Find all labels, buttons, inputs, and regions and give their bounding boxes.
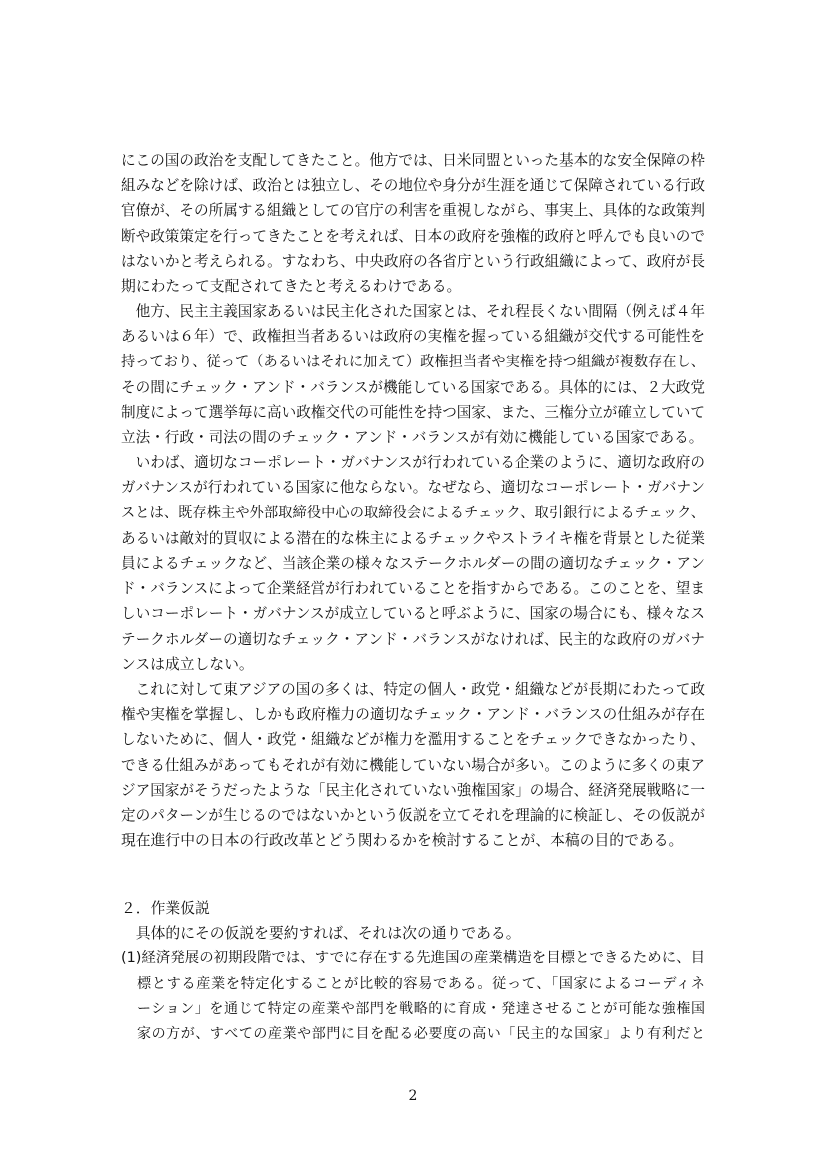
text-line: はないかと考えられる。すなわち、中央政府の各省庁という行政組織によって、政府が長	[121, 252, 705, 270]
text-line: 他方、民主主義国家あるいは民主化された国家とは、それ程長くない間隔（例えば４年	[121, 303, 705, 321]
text-line: スとは、既存株主や外部取締役中心の取締役会によるチェック、取引銀行によるチェック、	[121, 504, 705, 521]
section-heading: ２．作業仮説	[121, 900, 210, 917]
text-line: 立法・行政・司法の間のチェック・アンド・バランスが有効に機能している国家である。	[121, 429, 704, 447]
text-line: その間にチェック・アンド・バランスが機能している国家である。具体的には、２大政党	[121, 378, 705, 396]
text-line: ンスは成立しない。	[121, 655, 254, 673]
text-line: 官僚が、その所属する組織としての官庁の利害を重視しながら、事実上、具体的な政策判	[121, 202, 705, 220]
text-line: 権や実権を掌握し、しかも政府権力の適切なチェック・アンド・バランスの仕組みが存在	[121, 706, 705, 724]
text-line: ガバナンスが行われている国家に他ならない。なぜなら、適切なコーポレート・ガバナン	[121, 479, 705, 497]
body-text	[121, 148, 705, 853]
text-line: 員によるチェックなど、当該企業の様々なステークホルダーの間の適切なチェック・アン	[121, 555, 705, 572]
section-working-hypothesis	[121, 896, 705, 1047]
text-line: しいコーポレート・ガバナンスが成立していると呼ぶように、国家の場合にも、様々なス	[121, 605, 705, 623]
text-line: 現在進行中の日本の行政改革とどう関わるかを検討することが、本稿の目的である。	[121, 832, 684, 850]
text-line: できる仕組みがあってもそれが有効に機能していない場合が多い。このように多くの東ア	[121, 756, 705, 774]
list-item-line: 標とする産業を特定化することが比較的容易である。従って、「国家によるコーディネ	[137, 975, 705, 992]
text-line: ド・バランスによって企業経営が行われていることを指すからである。このことを、望ま	[121, 580, 705, 598]
list-item-line: (1)経済発展の初期段階では、すでに存在する先進国の産業構造を目標とできるために、目	[121, 950, 705, 967]
text-line: あるいは敵対的買収による潜在的な株主によるチェックやストライキ権を背景とした従業	[121, 529, 705, 547]
text-line: テークホルダーの適切なチェック・アンド・バランスがなければ、民主的な政府のガバナ	[121, 630, 705, 648]
text-line: にこの国の政治を支配してきたこと。他方では、日米同盟といった基本的な安全保障の枠	[121, 152, 705, 169]
text-line: 期にわたって支配されてきたと考えるわけである。	[121, 277, 462, 295]
list-item-line: ーション」を通じて特定の産業や部門を戦略的に育成・発達させることが可能な強権国	[137, 1000, 705, 1017]
text-line: いわば、適切なコーポレート・ガバナンスが行われている企業のように、適切な政府の	[121, 454, 705, 472]
text-line: これに対して東アジアの国の多くは、特定の個人・政党・組織などが長期にわたって政	[121, 680, 705, 698]
text-line: 制度によって選挙毎に高い政権交代の可能性を持つ国家、また、三権分立が確立していて	[121, 403, 705, 421]
page-number: 2	[408, 1088, 418, 1104]
list-item-line: 家の方が、すべての産業や部門に目を配る必要度の高い「民主的な国家」より有利だと	[137, 1025, 705, 1042]
section-intro: 具体的にその仮説を要約すれば、それは次の通りである。	[121, 925, 521, 943]
text-line: ジア国家がそうだったような「民主化されていない強権国家」の場合、経済発展戦略に一	[121, 781, 705, 799]
text-line: あるいは６年）で、政権担当者あるいは政府の実権を握っている組織が交代する可能性を	[121, 328, 705, 346]
text-line: 持っており、従って（あるいはそれに加えて）政権担当者や実権を持つ組織が複数存在し、	[121, 353, 705, 370]
text-line: 定のパターンが生じるのではないかという仮説を立てそれを理論的に検証し、その仮説が	[121, 806, 705, 824]
text-line: 組みなどを除けば、政治とは独立し、その地位や身分が生涯を通じて保障されている行政	[121, 177, 705, 195]
text-line: 断や政策策定を行ってきたことを考えれば、日本の政府を強権的政府と呼んでも良いので	[121, 227, 705, 245]
text-line: しないために、個人・政党・組織などが権力を濫用することをチェックできなかったり、	[121, 731, 705, 749]
